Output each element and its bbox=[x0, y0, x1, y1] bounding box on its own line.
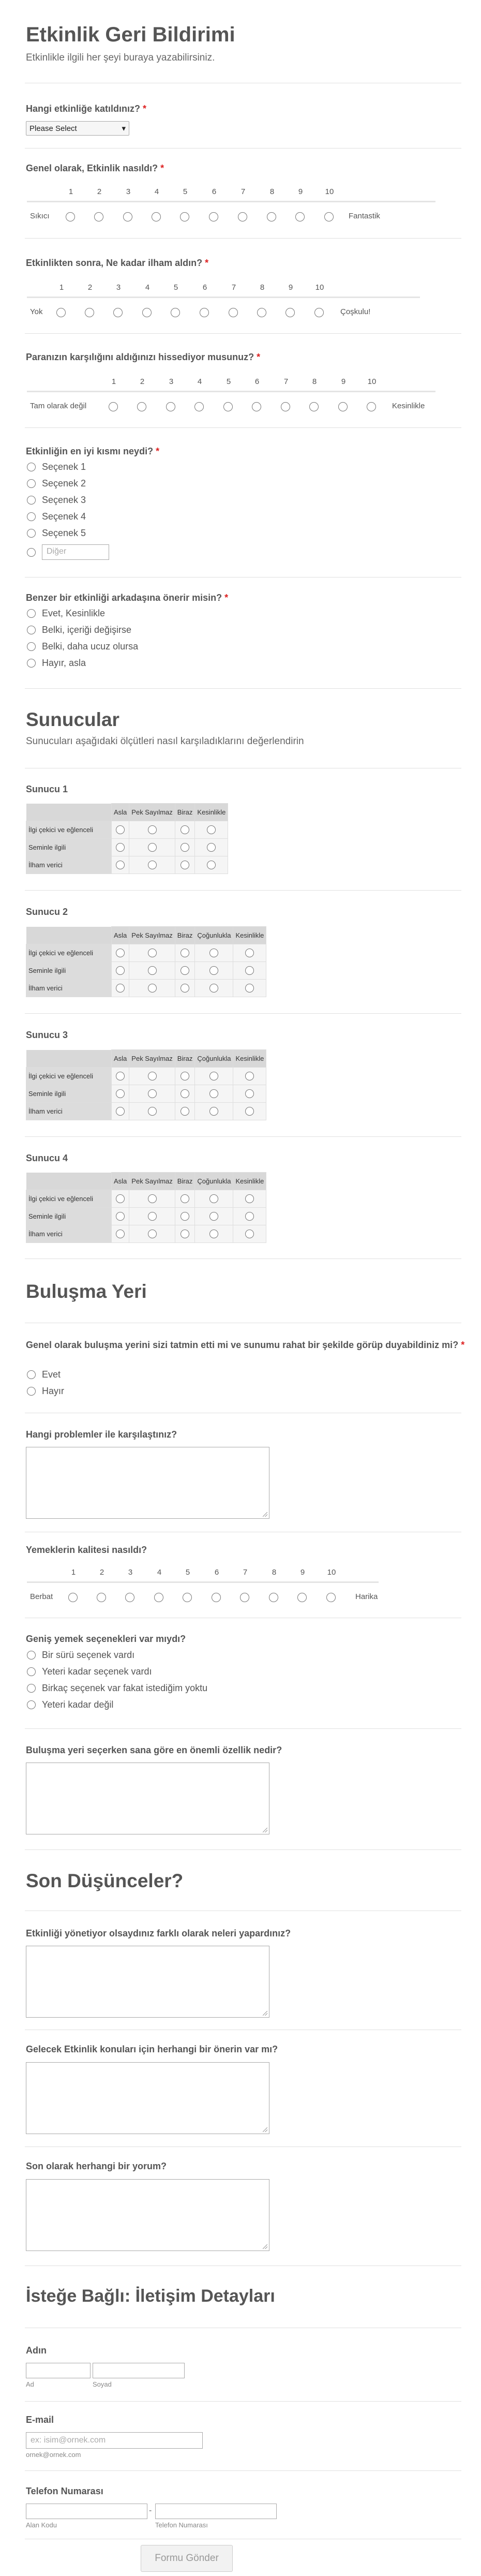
matrix-radio[interactable] bbox=[209, 1089, 218, 1098]
scale-number: 4 bbox=[154, 187, 159, 196]
scale-number: 10 bbox=[325, 187, 334, 196]
rating-radio[interactable] bbox=[171, 308, 180, 317]
q-topics-label: Gelecek Etkinlik konuları için herhangi bir önerin var mı? bbox=[26, 2044, 278, 2054]
scale-number: 5 bbox=[226, 377, 231, 386]
matrix-corner bbox=[26, 1050, 112, 1068]
matrix-col-header: Çoğunlukla bbox=[195, 927, 233, 944]
scale-number: 9 bbox=[288, 283, 293, 292]
scale-number: 7 bbox=[240, 187, 246, 196]
radio-button[interactable] bbox=[27, 512, 36, 521]
matrix-col-header: Biraz bbox=[175, 927, 195, 944]
event-select[interactable] bbox=[26, 121, 129, 136]
rating-radio[interactable] bbox=[94, 212, 103, 221]
other-input[interactable]: Diğer bbox=[42, 544, 109, 560]
radio-button[interactable] bbox=[27, 479, 36, 488]
rating-radio[interactable] bbox=[229, 308, 238, 317]
scale-low-label: Sıkıcı bbox=[30, 212, 50, 220]
area-code-sublabel: Alan Kodu bbox=[26, 2521, 57, 2529]
divider bbox=[25, 1136, 461, 1137]
matrix-radio[interactable] bbox=[209, 1212, 218, 1221]
matrix-col-header: Biraz bbox=[175, 804, 195, 821]
scale-number: 2 bbox=[99, 1568, 104, 1577]
matrix-radio[interactable] bbox=[209, 1072, 218, 1080]
matrix-radio[interactable] bbox=[148, 1089, 157, 1098]
q-food-label: Yemeklerin kalitesi nasıldı? bbox=[26, 1545, 147, 1555]
scale-number: 9 bbox=[341, 377, 346, 386]
divider bbox=[25, 148, 461, 149]
radio-button[interactable] bbox=[27, 463, 36, 471]
recommend-option[interactable]: Hayır, asla bbox=[27, 658, 86, 669]
scale-number: 4 bbox=[197, 377, 202, 386]
q-choices-label: Geniş yemek seçenekleri var mıydı? bbox=[26, 1634, 186, 1644]
matrix-radio[interactable] bbox=[148, 1230, 157, 1238]
scale-number: 6 bbox=[254, 377, 260, 386]
name-label: Adın bbox=[26, 2345, 47, 2356]
last-name-input[interactable] bbox=[93, 2363, 185, 2378]
matrix-radio[interactable] bbox=[116, 1072, 125, 1080]
scale-number: 6 bbox=[212, 187, 217, 196]
matrix-col-header: Kesinlikle bbox=[233, 1050, 266, 1068]
scale-number: 3 bbox=[169, 377, 174, 386]
topics-textarea[interactable] bbox=[26, 2062, 269, 2134]
rating-radio[interactable] bbox=[267, 212, 276, 221]
scale-high-label: Çoşkulu! bbox=[340, 307, 371, 316]
best-option[interactable]: Seçenek 2 bbox=[27, 478, 86, 489]
scale-high-label: Harika bbox=[355, 1592, 378, 1601]
radio-button[interactable] bbox=[27, 659, 36, 668]
matrix-radio[interactable] bbox=[245, 966, 254, 975]
matrix-radio[interactable] bbox=[148, 949, 157, 957]
rating-radio[interactable] bbox=[238, 212, 247, 221]
matrix-radio[interactable] bbox=[209, 949, 218, 957]
q-value-label: Paranızın karşılığını aldığınızı hissediyor musunuz? * bbox=[26, 352, 261, 362]
radio-button[interactable] bbox=[27, 548, 36, 557]
section-title-contact: İsteğe Bağlı: İletişim Detayları bbox=[26, 2286, 275, 2306]
value-rating-scale bbox=[27, 372, 435, 419]
scale-number: 5 bbox=[173, 283, 178, 292]
divider bbox=[25, 2146, 461, 2147]
q-venue-satisfied-label: Genel olarak buluşma yerini sizi tatmin etti mi ve sunumu rahat bir şekilde görüp duyabildiniz mi? * bbox=[26, 1340, 465, 1350]
rating-radio[interactable] bbox=[295, 212, 305, 221]
rating-radio[interactable] bbox=[297, 1593, 307, 1602]
chevron-down-icon: ▾ bbox=[122, 124, 126, 133]
matrix-row-header: İlham verici bbox=[26, 856, 112, 874]
best-option[interactable]: Seçenek 4 bbox=[27, 511, 86, 522]
matrix-col-header: Kesinlikle bbox=[233, 1173, 266, 1190]
divider bbox=[25, 1849, 461, 1850]
matrix-col-header: Kesinlikle bbox=[195, 804, 228, 821]
q-differently-label: Etkinliği yönetiyor olsaydınız farklı olarak neleri yapardınız? bbox=[26, 1928, 291, 1938]
scale-number: 4 bbox=[157, 1568, 162, 1577]
rating-radio[interactable] bbox=[314, 308, 324, 317]
rating-radio[interactable] bbox=[209, 212, 218, 221]
matrix-radio[interactable] bbox=[148, 966, 157, 975]
q-recommend-label: Benzer bir etkinliği arkadaşına önerir misin? * bbox=[26, 593, 229, 603]
rating-radio[interactable] bbox=[252, 402, 261, 411]
matrix-corner bbox=[26, 804, 112, 821]
matrix-radio[interactable] bbox=[148, 1212, 157, 1221]
divider bbox=[25, 2470, 461, 2471]
section-subtitle-speakers: Sunucuları aşağıdaki ölçütleri nasıl karşıladıklarını değerlendirin bbox=[26, 736, 304, 747]
matrix-row-header: İlgi çekici ve eğlenceli bbox=[26, 944, 112, 962]
scale-number: 8 bbox=[272, 1568, 277, 1577]
matrix-radio[interactable] bbox=[181, 861, 189, 869]
divider bbox=[25, 688, 461, 689]
matrix-radio[interactable] bbox=[181, 1089, 189, 1098]
rating-radio[interactable] bbox=[66, 212, 75, 221]
recommend-option[interactable]: Belki, daha ucuz olursa bbox=[27, 641, 138, 652]
matrix-corner bbox=[26, 927, 112, 944]
divider bbox=[25, 577, 461, 578]
matrix-radio[interactable] bbox=[116, 966, 125, 975]
scale-number: 8 bbox=[312, 377, 317, 386]
phone-number-input[interactable] bbox=[155, 2504, 277, 2519]
rating-radio[interactable] bbox=[142, 308, 152, 317]
food-choices-option[interactable]: Bir sürü seçenek vardı bbox=[27, 1650, 134, 1661]
matrix-row-header: İlgi çekici ve eğlenceli bbox=[26, 821, 112, 839]
divider bbox=[25, 1013, 461, 1014]
q-inspired-label: Etkinlikten sonra, Ne kadar ilham aldın? * bbox=[26, 258, 209, 268]
matrix-radio[interactable] bbox=[209, 1107, 218, 1116]
matrix-radio[interactable] bbox=[116, 825, 125, 834]
matrix-row-header: İlgi çekici ve eğlenceli bbox=[26, 1190, 112, 1208]
rating-radio[interactable] bbox=[338, 402, 348, 411]
matrix-radio[interactable] bbox=[209, 966, 218, 975]
scale-number: 9 bbox=[298, 187, 303, 196]
matrix-radio[interactable] bbox=[116, 984, 125, 993]
food-choices-option[interactable]: Birkaç seçenek var fakat istediğim yoktu bbox=[27, 1683, 207, 1694]
rating-radio[interactable] bbox=[85, 308, 94, 317]
recommend-option[interactable]: Evet, Kesinlikle bbox=[27, 608, 105, 619]
matrix-row-header: Seminle ilgili bbox=[26, 962, 112, 980]
matrix-col-header: Biraz bbox=[175, 1050, 195, 1068]
scale-number: 10 bbox=[315, 283, 324, 292]
matrix-radio[interactable] bbox=[181, 825, 189, 834]
matrix-radio[interactable] bbox=[116, 1089, 125, 1098]
matrix-radio[interactable] bbox=[245, 1107, 254, 1116]
divider bbox=[25, 427, 461, 428]
matrix-col-header: Asla bbox=[112, 927, 129, 944]
matrix-row-header: İlham verici bbox=[26, 1225, 112, 1243]
rating-radio[interactable] bbox=[123, 212, 132, 221]
event-select-value: Please Select bbox=[29, 124, 77, 133]
phone-label: Telefon Numarası bbox=[26, 2486, 103, 2496]
best-option[interactable]: Seçenek 5 bbox=[27, 528, 86, 539]
rating-radio[interactable] bbox=[281, 402, 290, 411]
matrix-radio[interactable] bbox=[116, 843, 125, 852]
differently-textarea[interactable] bbox=[26, 1946, 269, 2018]
radio-button[interactable] bbox=[27, 1684, 36, 1693]
matrix-radio[interactable] bbox=[181, 1072, 189, 1080]
first-name-sublabel: Ad bbox=[26, 2380, 34, 2388]
speaker-2-label: Sunucu 2 bbox=[26, 907, 68, 917]
email-placeholder: ex: isim@ornek.com bbox=[31, 2436, 106, 2445]
email-hint: ornek@ornek.com bbox=[26, 2451, 81, 2459]
scale-low-label: Tam olarak değil bbox=[30, 402, 87, 410]
divider bbox=[25, 2401, 461, 2402]
matrix-col-header: Asla bbox=[112, 1173, 129, 1190]
radio-button[interactable] bbox=[27, 1700, 36, 1709]
venue-satisfied-option[interactable]: Evet bbox=[27, 1369, 61, 1380]
scale-number: 2 bbox=[140, 377, 145, 386]
speaker-1-label: Sunucu 1 bbox=[26, 784, 68, 794]
divider bbox=[25, 890, 461, 891]
matrix-radio[interactable] bbox=[116, 1194, 125, 1203]
speaker-4-matrix bbox=[26, 1172, 266, 1243]
matrix-radio[interactable] bbox=[116, 861, 125, 869]
venue-satisfied-option[interactable]: Hayır bbox=[27, 1386, 64, 1397]
rating-radio[interactable] bbox=[56, 308, 66, 317]
best-option-other[interactable] bbox=[27, 544, 109, 560]
section-title-final: Son Düşünceler? bbox=[26, 1870, 184, 1891]
matrix-col-header: Asla bbox=[112, 1050, 129, 1068]
matrix-col-header: Pek Sayılmaz bbox=[129, 927, 175, 944]
phone-dash: - bbox=[149, 2506, 152, 2515]
matrix-col-header: Pek Sayılmaz bbox=[129, 1050, 175, 1068]
matrix-radio[interactable] bbox=[181, 843, 189, 852]
q-overall-label: Genel olarak, Etkinlik nasıldı? * bbox=[26, 163, 164, 173]
radio-button[interactable] bbox=[27, 642, 36, 651]
important-feature-textarea[interactable] bbox=[26, 1763, 269, 1834]
scale-number: 7 bbox=[231, 283, 236, 292]
matrix-corner bbox=[26, 1173, 112, 1190]
last-name-sublabel: Soyad bbox=[93, 2380, 112, 2388]
matrix-radio[interactable] bbox=[245, 1230, 254, 1238]
section-title-venue: Buluşma Yeri bbox=[26, 1281, 147, 1302]
submit-button[interactable]: Formu Gönder bbox=[141, 2545, 233, 2572]
matrix-radio[interactable] bbox=[245, 984, 254, 993]
matrix-radio[interactable] bbox=[207, 825, 216, 834]
section-title-speakers: Sunucular bbox=[26, 709, 119, 730]
scale-high-label: Fantastik bbox=[349, 212, 380, 220]
scale-number: 7 bbox=[283, 377, 289, 386]
food-rating-scale bbox=[27, 1563, 379, 1609]
speaker-2-matrix bbox=[26, 926, 266, 997]
divider bbox=[25, 238, 461, 239]
matrix-row-header: Seminle ilgili bbox=[26, 1085, 112, 1103]
rating-radio[interactable] bbox=[285, 308, 295, 317]
matrix-radio[interactable] bbox=[209, 984, 218, 993]
radio-button[interactable] bbox=[27, 1651, 36, 1660]
radio-button[interactable] bbox=[27, 1387, 36, 1396]
matrix-col-header: Asla bbox=[112, 804, 129, 821]
matrix-radio[interactable] bbox=[245, 1072, 254, 1080]
scale-number: 4 bbox=[145, 283, 150, 292]
scale-low-label: Yok bbox=[30, 307, 43, 316]
scale-number: 8 bbox=[260, 283, 265, 292]
matrix-col-header: Çoğunlukla bbox=[195, 1050, 233, 1068]
problems-textarea[interactable] bbox=[26, 1447, 269, 1519]
recommend-option[interactable]: Belki, içeriği değişirse bbox=[27, 625, 131, 635]
best-option[interactable]: Seçenek 3 bbox=[27, 495, 86, 506]
q-comment-label: Son olarak herhangi bir yorum? bbox=[26, 2161, 167, 2171]
matrix-radio[interactable] bbox=[116, 1107, 125, 1116]
matrix-radio[interactable] bbox=[116, 1230, 125, 1238]
scale-number: 3 bbox=[128, 1568, 133, 1577]
matrix-row-header: Seminle ilgili bbox=[26, 1208, 112, 1225]
radio-button[interactable] bbox=[27, 1667, 36, 1676]
comment-textarea[interactable] bbox=[26, 2179, 269, 2251]
rating-radio[interactable] bbox=[309, 402, 319, 411]
matrix-radio[interactable] bbox=[148, 1107, 157, 1116]
matrix-radio[interactable] bbox=[181, 1107, 189, 1116]
scale-number: 8 bbox=[269, 187, 275, 196]
first-name-input[interactable] bbox=[26, 2363, 91, 2378]
rating-radio[interactable] bbox=[326, 1593, 336, 1602]
rating-radio[interactable] bbox=[137, 402, 146, 411]
rating-radio[interactable] bbox=[269, 1593, 278, 1602]
speaker-1-matrix bbox=[26, 803, 228, 874]
scale-number: 1 bbox=[71, 1568, 76, 1577]
q-best-label: Etkinliğin en iyi kısmı neydi? * bbox=[26, 446, 160, 456]
rating-radio[interactable] bbox=[367, 402, 376, 411]
scale-number: 9 bbox=[300, 1568, 305, 1577]
rating-radio[interactable] bbox=[240, 1593, 249, 1602]
matrix-col-header: Çoğunlukla bbox=[195, 1173, 233, 1190]
speaker-4-label: Sunucu 4 bbox=[26, 1153, 68, 1163]
speaker-3-matrix bbox=[26, 1049, 266, 1120]
matrix-radio[interactable] bbox=[245, 1212, 254, 1221]
matrix-radio[interactable] bbox=[207, 843, 216, 852]
q-event-label: Hangi etkinliğe katıldınız? * bbox=[26, 103, 147, 114]
rating-radio[interactable] bbox=[166, 402, 175, 411]
matrix-radio[interactable] bbox=[148, 1072, 157, 1080]
page-title: Etkinlik Geri Bildirimi bbox=[26, 23, 235, 46]
matrix-row-header: İlgi çekici ve eğlenceli bbox=[26, 1068, 112, 1085]
q-important-label: Buluşma yeri seçerken sana göre en önemli özellik nedir? bbox=[26, 1745, 282, 1755]
scale-number: 2 bbox=[87, 283, 93, 292]
rating-radio[interactable] bbox=[223, 402, 233, 411]
matrix-col-header: Kesinlikle bbox=[233, 927, 266, 944]
scale-number: 7 bbox=[243, 1568, 248, 1577]
matrix-radio[interactable] bbox=[181, 1212, 189, 1221]
matrix-row-header: İlham verici bbox=[26, 1103, 112, 1120]
matrix-radio[interactable] bbox=[148, 984, 157, 993]
radio-button[interactable] bbox=[27, 529, 36, 538]
matrix-radio[interactable] bbox=[148, 843, 157, 852]
speaker-3-label: Sunucu 3 bbox=[26, 1030, 68, 1040]
rating-radio[interactable] bbox=[68, 1593, 78, 1602]
email-label: E-mail bbox=[26, 2415, 54, 2425]
rating-radio[interactable] bbox=[257, 308, 266, 317]
food-choices-option[interactable]: Yeteri kadar seçenek vardı bbox=[27, 1666, 152, 1677]
q-problems-label: Hangi problemler ile karşılaştınız? bbox=[26, 1429, 177, 1440]
area-code-input[interactable] bbox=[26, 2504, 147, 2519]
matrix-radio[interactable] bbox=[148, 825, 157, 834]
phone-number-sublabel: Telefon Numarası bbox=[155, 2521, 208, 2529]
rating-radio[interactable] bbox=[194, 402, 204, 411]
rating-radio[interactable] bbox=[113, 308, 123, 317]
divider bbox=[25, 333, 461, 334]
scale-number: 10 bbox=[367, 377, 377, 386]
email-input[interactable] bbox=[26, 2432, 203, 2449]
matrix-radio[interactable] bbox=[148, 1194, 157, 1203]
matrix-radio[interactable] bbox=[116, 1212, 125, 1221]
matrix-radio[interactable] bbox=[209, 1194, 218, 1203]
rating-radio[interactable] bbox=[324, 212, 334, 221]
matrix-row-header: İlham verici bbox=[26, 980, 112, 997]
rating-radio[interactable] bbox=[200, 308, 209, 317]
matrix-radio[interactable] bbox=[181, 1194, 189, 1203]
matrix-radio[interactable] bbox=[181, 966, 189, 975]
scale-number: 3 bbox=[126, 187, 131, 196]
rating-radio[interactable] bbox=[180, 212, 189, 221]
scale-number: 5 bbox=[183, 187, 188, 196]
scale-number: 1 bbox=[59, 283, 64, 292]
matrix-radio[interactable] bbox=[207, 861, 216, 869]
scale-number: 10 bbox=[327, 1568, 336, 1577]
scale-number: 1 bbox=[68, 187, 73, 196]
rating-radio[interactable] bbox=[152, 212, 161, 221]
matrix-col-header: Biraz bbox=[175, 1173, 195, 1190]
scale-number: 1 bbox=[111, 377, 116, 386]
matrix-radio[interactable] bbox=[245, 1089, 254, 1098]
best-option[interactable]: Seçenek 1 bbox=[27, 462, 86, 472]
matrix-radio[interactable] bbox=[148, 861, 157, 869]
matrix-radio[interactable] bbox=[245, 949, 254, 957]
scale-low-label: Berbat bbox=[30, 1592, 53, 1601]
radio-button[interactable] bbox=[27, 626, 36, 634]
matrix-radio[interactable] bbox=[181, 1230, 189, 1238]
inspired-rating-scale bbox=[27, 278, 420, 324]
matrix-col-header: Pek Sayılmaz bbox=[129, 804, 175, 821]
rating-radio[interactable] bbox=[97, 1593, 106, 1602]
rating-radio[interactable] bbox=[212, 1593, 221, 1602]
scale-number: 2 bbox=[97, 187, 102, 196]
page-subtitle: Etkinlikle ilgili her şeyi buraya yazabilirsiniz. bbox=[26, 52, 215, 63]
rating-radio[interactable] bbox=[183, 1593, 192, 1602]
scale-number: 5 bbox=[185, 1568, 190, 1577]
matrix-radio[interactable] bbox=[116, 949, 125, 957]
radio-button[interactable] bbox=[27, 1370, 36, 1379]
rating-radio[interactable] bbox=[154, 1593, 163, 1602]
matrix-radio[interactable] bbox=[245, 1194, 254, 1203]
food-choices-option[interactable]: Yeteri kadar değil bbox=[27, 1699, 113, 1710]
radio-button[interactable] bbox=[27, 496, 36, 505]
scale-number: 6 bbox=[202, 283, 207, 292]
matrix-radio[interactable] bbox=[181, 984, 189, 993]
scale-high-label: Kesinlikle bbox=[392, 402, 425, 410]
matrix-row-header: Seminle ilgili bbox=[26, 839, 112, 856]
rating-radio[interactable] bbox=[109, 402, 118, 411]
radio-button[interactable] bbox=[27, 609, 36, 618]
matrix-radio[interactable] bbox=[181, 949, 189, 957]
rating-radio[interactable] bbox=[125, 1593, 134, 1602]
overall-rating-scale bbox=[27, 182, 435, 229]
matrix-radio[interactable] bbox=[209, 1230, 218, 1238]
scale-number: 3 bbox=[116, 283, 121, 292]
divider bbox=[25, 1728, 461, 1729]
scale-number: 6 bbox=[214, 1568, 219, 1577]
matrix-col-header: Pek Sayılmaz bbox=[129, 1173, 175, 1190]
